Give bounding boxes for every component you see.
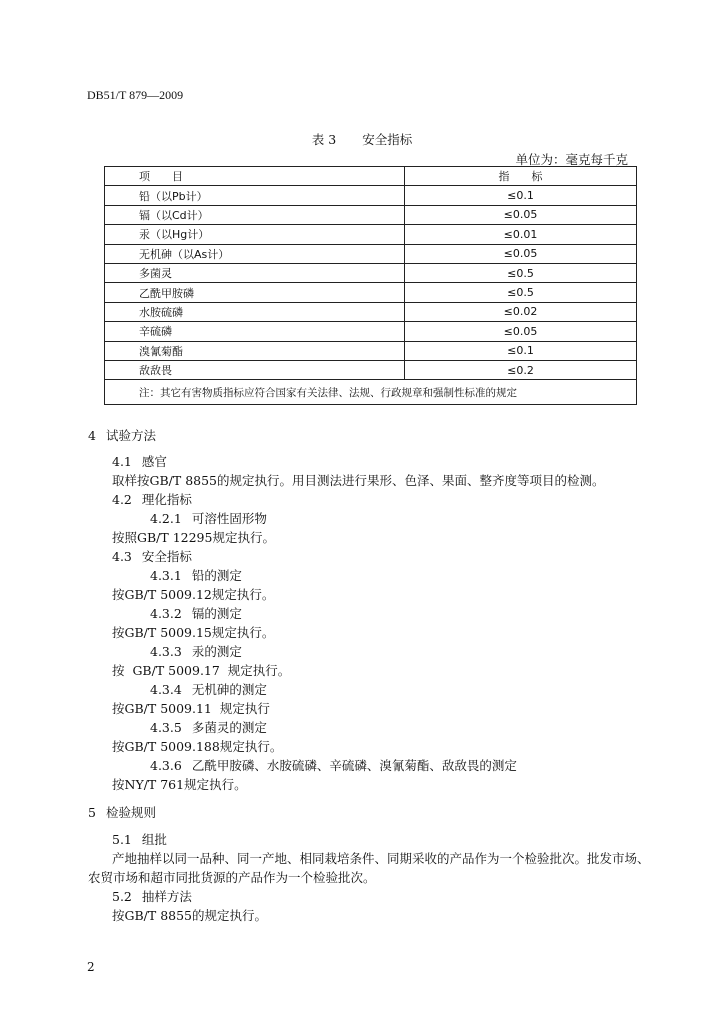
row-item: 敌敌畏 [105,360,405,379]
section-title: 汞的测定 [191,644,242,659]
column-header-item: 项 目 [105,167,405,186]
section-5-1-text-line1: 产地抽样以同一品种、同一产地、相同栽培条件、同期采收的产品作为一个检验批次。批发市场、 [112,851,650,866]
row-value: ≤0.1 [405,341,637,360]
section-title: 多菌灵的测定 [191,720,267,735]
section-4-3-3-text: 按 GB/T 5009.17 规定执行。 [112,663,291,678]
section-title: 无机砷的测定 [191,682,267,697]
section-4-3-heading [112,547,192,565]
section-4-heading [88,426,156,444]
table-row [105,302,637,321]
row-value: ≤0.2 [405,360,637,379]
section-number: 4 [88,428,96,443]
table-row [105,263,637,282]
section-title: 可溶性固形物 [191,511,267,526]
row-value: ≤0.05 [405,205,637,224]
section-4-3-6-heading [150,756,517,774]
section-title: 安全指标 [141,549,192,564]
table-note: 注：其它有害物质指标应符合国家有关法律、法规、行政规章和强制性标准的规定 [105,380,637,405]
section-title: 组批 [141,832,167,847]
section-4-2-heading [112,490,192,508]
row-value: ≤0.05 [405,322,637,341]
section-4-3-2-text: 按GB/T 5009.15规定执行。 [112,625,275,640]
section-4-1-heading [112,452,167,470]
document-id: DB51/T 879—2009 [87,88,184,102]
table-row [105,283,637,302]
table-note-row [105,380,637,405]
section-number: 4.3.5 [150,720,182,735]
section-5-1-heading [112,830,167,848]
table-row [105,205,637,224]
row-value: ≤0.1 [405,186,637,205]
section-4-3-1-heading [150,566,242,584]
table-caption-title: 安全指标 [362,132,413,147]
row-item: 汞（以Hg计） [105,225,405,244]
section-number: 4.3.3 [150,644,182,659]
section-4-3-6-text: 按NY/T 761规定执行。 [112,777,247,792]
table-unit: 单位为：毫克每千克 [515,152,628,167]
section-4-3-5-heading [150,718,267,736]
section-number: 5 [88,805,96,820]
section-4-3-5-text: 按GB/T 5009.188规定执行。 [112,739,283,754]
section-title: 感官 [141,454,167,469]
section-4-2-1-heading [150,509,267,527]
row-item: 辛硫磷 [105,322,405,341]
section-number: 4.3.4 [150,682,182,697]
section-title: 理化指标 [141,492,192,507]
section-title: 铅的测定 [191,568,242,583]
row-item: 铅（以Pb计） [105,186,405,205]
section-4-3-2-heading [150,604,242,622]
section-title: 检验规则 [105,805,156,820]
row-item: 多菌灵 [105,263,405,282]
section-title: 抽样方法 [141,889,192,904]
table-row [105,360,637,379]
section-number: 4.2.1 [150,511,182,526]
section-4-3-3-heading [150,642,242,660]
section-title: 试验方法 [105,428,156,443]
section-number: 4.3.6 [150,758,182,773]
section-4-3-4-heading [150,680,267,698]
column-header-index: 指 标 [405,167,637,186]
section-number: 5.1 [112,832,132,847]
row-item: 溴氰菊酯 [105,341,405,360]
section-number: 5.2 [112,889,132,904]
section-number: 4.3 [112,549,132,564]
row-value: ≤0.05 [405,244,637,263]
row-item: 镉（以Cd计） [105,205,405,224]
section-4-3-4-text: 按GB/T 5009.11 规定执行 [112,701,270,716]
section-number: 4.3.2 [150,606,182,621]
table-row [105,244,637,263]
table-row [105,225,637,244]
table-row [105,341,637,360]
section-number: 4.1 [112,454,132,469]
row-value: ≤0.5 [405,263,637,282]
table-header-row [105,167,637,186]
section-5-2-text: 按GB/T 8855的规定执行。 [112,908,268,923]
row-value: ≤0.01 [405,225,637,244]
table-caption-number: 表 3 [311,132,337,147]
row-item: 水胺硫磷 [105,302,405,321]
row-item: 乙酰甲胺磷 [105,283,405,302]
row-value: ≤0.5 [405,283,637,302]
table-row [105,186,637,205]
safety-index-table [104,166,637,405]
section-title: 镉的测定 [191,606,242,621]
section-4-1-text: 取样按GB/T 8855的规定执行。用目测法进行果形、色泽、果面、整齐度等项目的检测。 [112,473,605,488]
page-number: 2 [87,960,95,974]
section-number: 4.3.1 [150,568,182,583]
section-5-2-heading [112,887,192,905]
row-item: 无机砷（以As计） [105,244,405,263]
section-5-1-text-line2: 农贸市场和超市同批货源的产品作为一个检验批次。 [88,870,376,885]
table-caption [0,130,724,148]
section-number: 4.2 [112,492,132,507]
section-4-3-1-text: 按GB/T 5009.12规定执行。 [112,587,275,602]
section-title: 乙酰甲胺磷、水胺硫磷、辛硫磷、溴氰菊酯、敌敌畏的测定 [191,758,517,773]
row-value: ≤0.02 [405,302,637,321]
table-row [105,322,637,341]
section-4-2-1-text: 按照GB/T 12295规定执行。 [112,530,275,545]
section-5-heading [88,803,156,821]
